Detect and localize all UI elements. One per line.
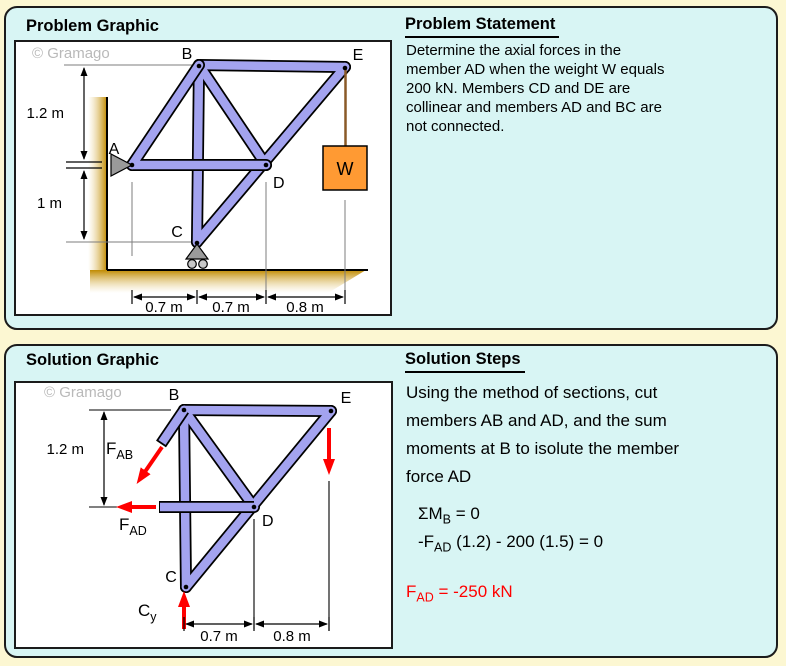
problem-statement-text bbox=[406, 41, 766, 136]
force-fab-arrow bbox=[140, 447, 162, 479]
problem-statement-title: Problem Statement bbox=[405, 15, 559, 38]
statement-line: 200 kN. Members CD and DE are bbox=[406, 80, 631, 97]
answer-result: $F_{AD} = -250$ kN bbox=[406, 582, 513, 605]
steps-line: members AB and AD, and the sum bbox=[406, 411, 667, 430]
weight-label: W bbox=[336, 159, 354, 179]
solution-figure-box bbox=[14, 381, 393, 649]
roller-support-c bbox=[186, 244, 208, 268]
watermark: © Gramago bbox=[32, 45, 110, 62]
steps-line: moments at B to isolute the member bbox=[406, 439, 680, 458]
dim-0-8m: 0.8 m bbox=[273, 628, 311, 645]
joint-label-b: B bbox=[168, 387, 180, 404]
expanded-equation: $-F_{AD}$ (1.2) - 200 (1.5) = 0 bbox=[418, 532, 604, 555]
joint-label-e: E bbox=[340, 390, 352, 407]
reaction-cy-label: $C_y$ bbox=[138, 601, 157, 624]
dim-0-8m: 0.8 m bbox=[286, 299, 324, 314]
statement-line: Determine the axial forces in the bbox=[406, 42, 622, 59]
problem-figure-box bbox=[14, 40, 392, 316]
force-fad-label: $F_{AD}$ bbox=[119, 515, 147, 538]
statement-line: collinear and members AD and BC are bbox=[406, 99, 662, 116]
joint-label-e: E bbox=[352, 47, 364, 64]
solution-graphic-title: Solution Graphic bbox=[26, 351, 159, 369]
dim-1-2m: 1.2 m bbox=[46, 441, 84, 458]
solution-steps-title: Solution Steps bbox=[405, 350, 525, 373]
dim-1m: 1 m bbox=[36, 195, 62, 212]
solution-panel bbox=[4, 344, 778, 658]
steps-line: force AD bbox=[406, 467, 472, 486]
steps-line: Using the method of sections, cut bbox=[406, 383, 658, 402]
member-fills-back bbox=[184, 410, 331, 587]
dim-0-7m-b: 0.7 m bbox=[212, 299, 250, 314]
joint-label-b: B bbox=[181, 46, 193, 63]
statement-line: not connected. bbox=[406, 118, 505, 135]
moment-equation: $\Sigma M_B = 0$ bbox=[418, 504, 480, 527]
problem-graphic-title: Problem Graphic bbox=[26, 17, 159, 35]
joint-pins bbox=[130, 64, 348, 246]
statement-line: member AD when the weight W equals bbox=[406, 61, 665, 78]
joint-label-c: C bbox=[171, 224, 183, 241]
force-fab-label: $F_{AB}$ bbox=[106, 439, 134, 462]
problem-truss-figure bbox=[16, 42, 390, 314]
joint-label-d: D bbox=[273, 175, 285, 192]
joint-label-d: D bbox=[262, 513, 274, 530]
ground-shading bbox=[90, 270, 366, 293]
dim-0-7m: 0.7 m bbox=[200, 628, 238, 645]
joint-label-c: C bbox=[165, 569, 177, 586]
problem-panel bbox=[4, 6, 778, 330]
watermark: © Gramago bbox=[44, 384, 122, 401]
dim-0-7m-a: 0.7 m bbox=[145, 299, 183, 314]
solution-steps-text bbox=[406, 379, 766, 491]
solution-fbd-figure bbox=[16, 383, 391, 647]
dim-1-2m: 1.2 m bbox=[26, 105, 64, 122]
joint-label-a: A bbox=[108, 141, 120, 158]
wall-shading bbox=[88, 97, 107, 270]
